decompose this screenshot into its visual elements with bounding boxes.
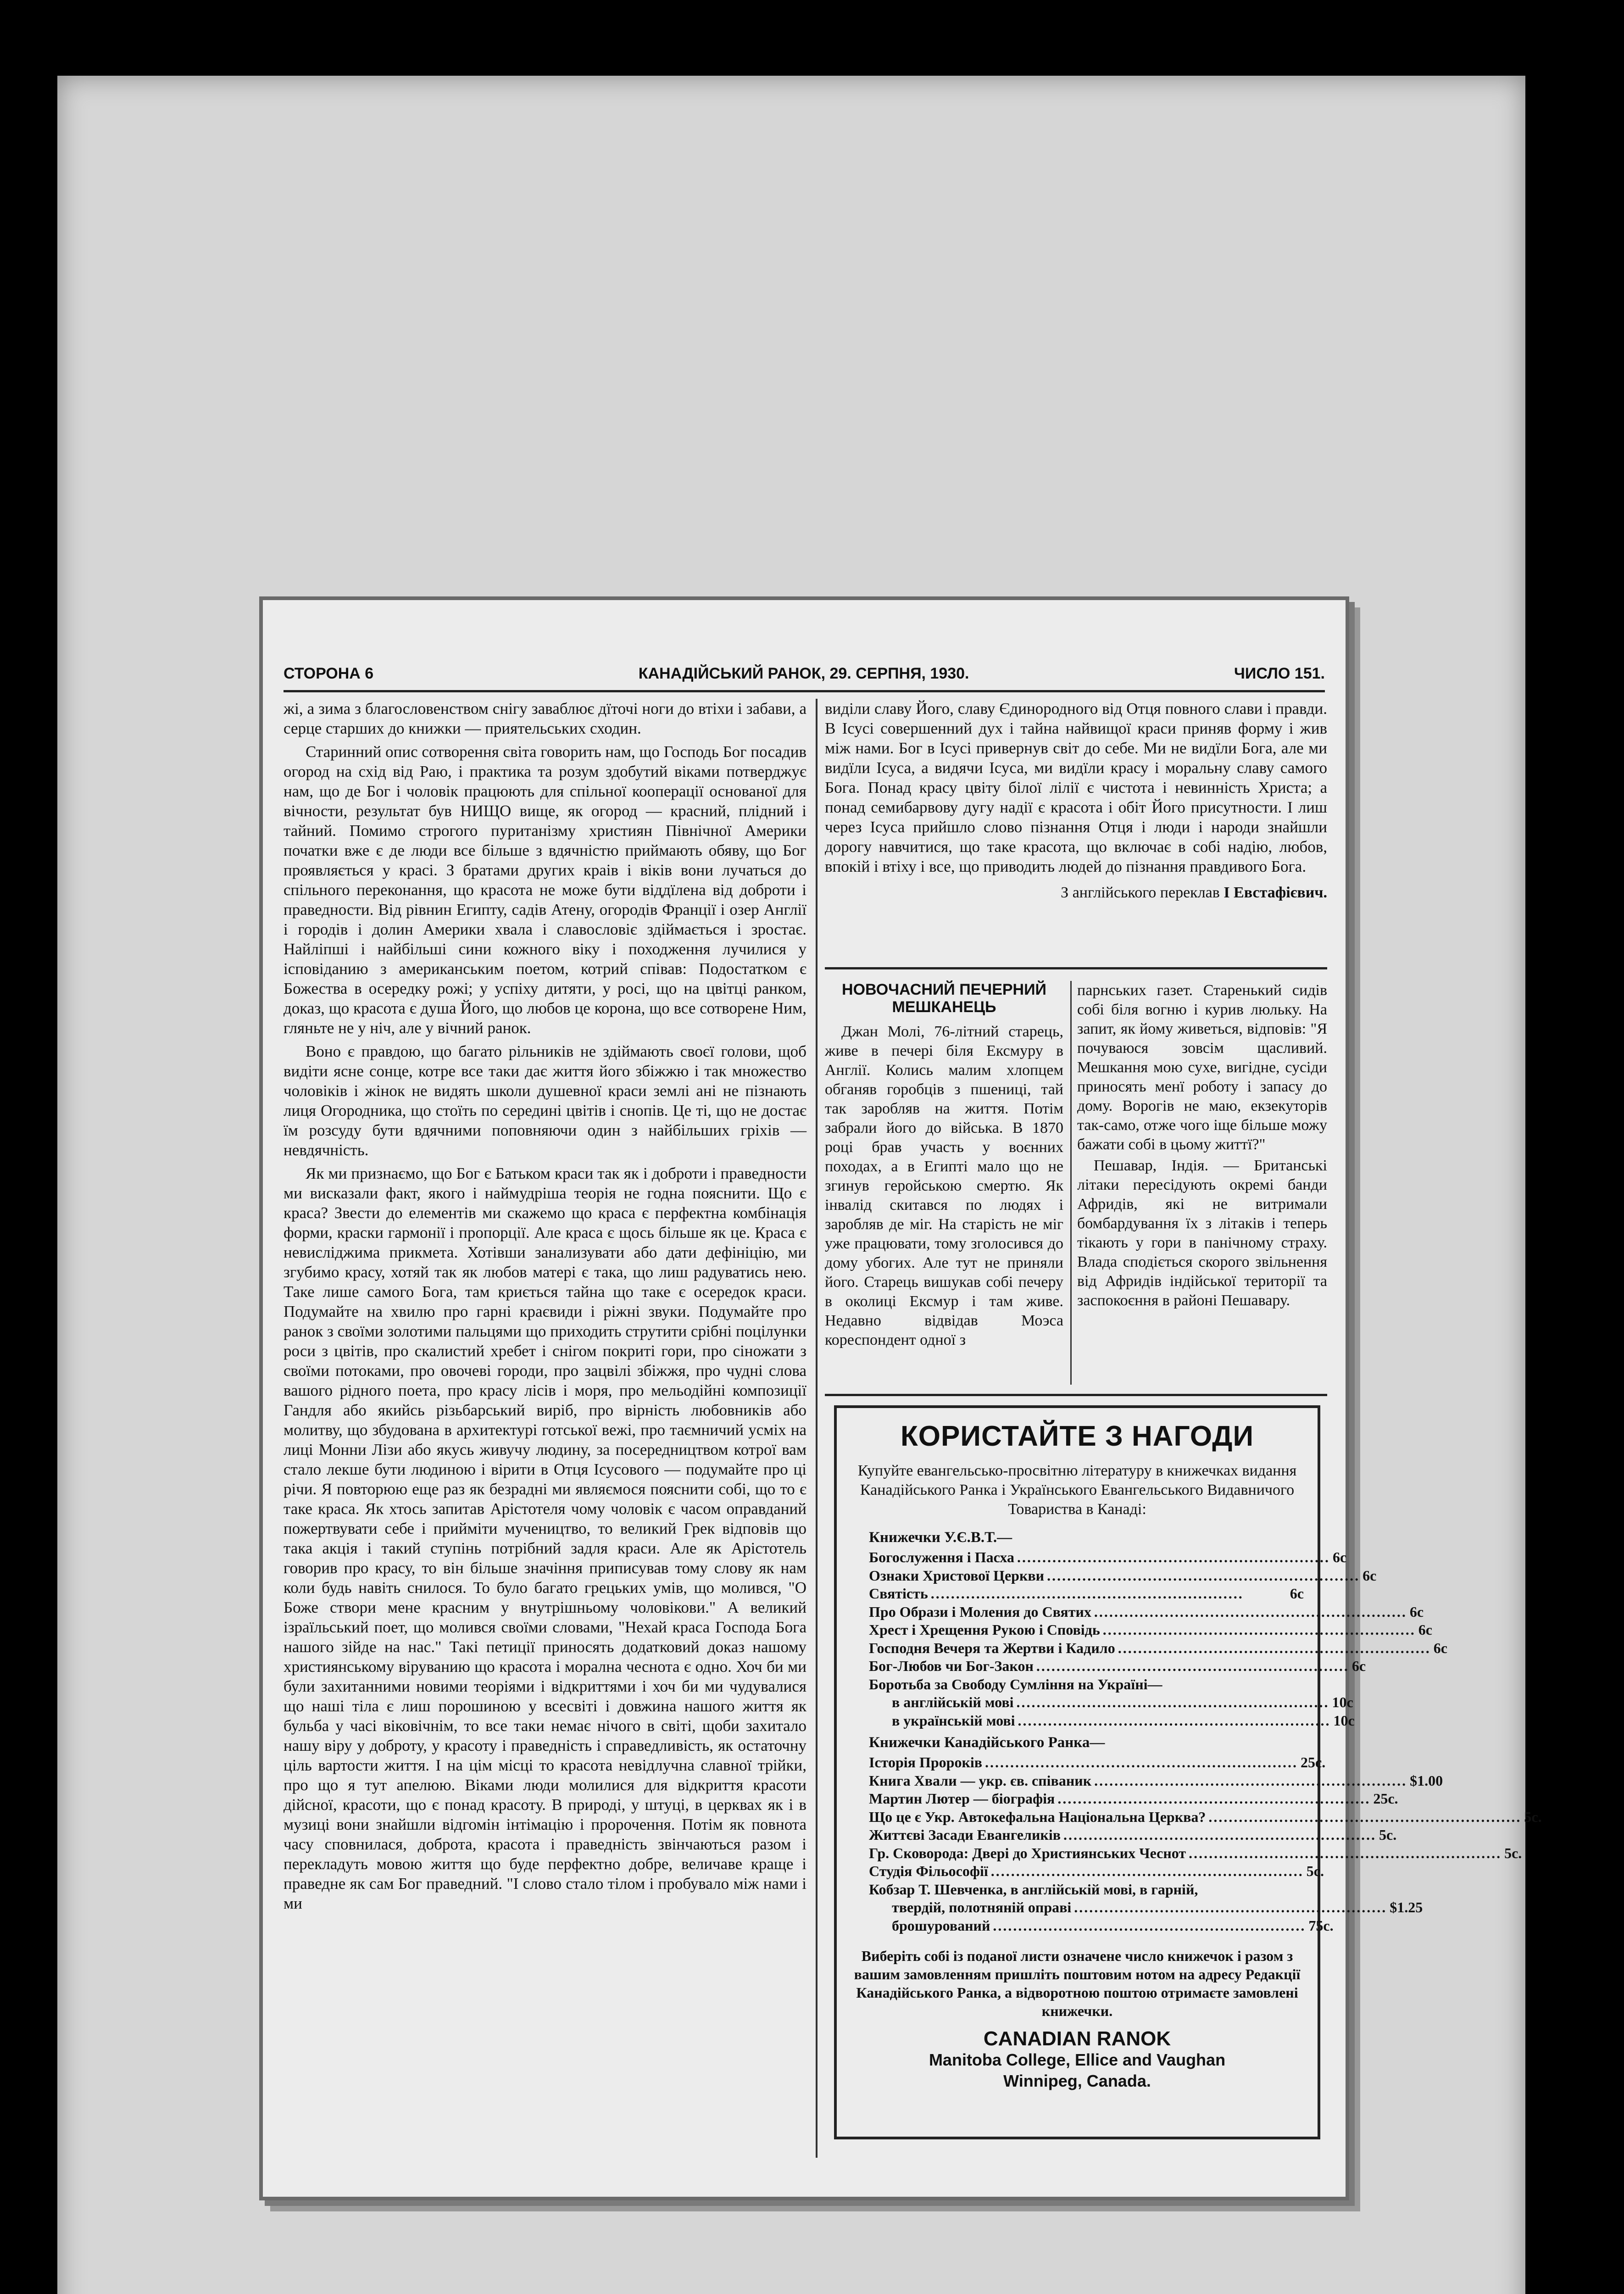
book-item: брошурований .............................................................. 75c. (892, 1917, 1334, 1934)
news-article-cave-dweller (825, 981, 1063, 1394)
publisher-name: CANADIAN RANOK (983, 2027, 1171, 2050)
page-number: СТОРОНА 6 (284, 664, 374, 682)
book-item: Студія Фільософії .............................................................. 5c. (869, 1863, 1324, 1879)
translator-credit (825, 883, 1327, 902)
book-item: Книга Хвали — укр. єв. співаник .............................................................. $1.00 (869, 1772, 1443, 1789)
ad-section-heading: Книжечки У.Є.В.Т.— (869, 1529, 1012, 1546)
book-item: Бог-Любов чи Бог-Закон .............................................................. 6c (869, 1658, 1366, 1674)
book-item: Господня Вечеря та Жертви і Кадило .............................................................. 6c (869, 1639, 1447, 1656)
news-text: парнських газет. Старенький сидів собі біля вогню і курив люльку. На запит, як йому живеться, відповів: "Я почуваюся зовсім щасливий. Мешкання мою сухе, вигідне, сусіди приносять менї роботу і запасу до дому. Ворогів не маю, екзекуторів так-само, отже чого іще більше можу бажати собі в цьому життї?" (1077, 982, 1327, 1153)
article-paragraph: Як ми признаємо, що Бог є Батьком краси так як і доброти і праведности ми висказали факт, якого і наймудріша теорія не годна пояснити. Що є краса? Звести до елементів ми скажемо що краса є перфектна комбінація форми, краски гармонії і пропорції. Але краса є щось більше як це. Краса є невисліджима прикмета. Хотівши занализувати або дати дефініцію, ми згубимо красу, хотяй так як любов матері є така, що лиш радуватись нею. Таке лише самого Бога, там криється тайна що таке є осередок краси. Подумайте на хвилю про гарні краєвиди і ріжні звуки. Подумайте про ранок з своїми золотими пальцями що приходить струтити срібні поцілунки роси з цвітів, про скалистий хребет і снігом покриті гори, про сіножати з своїми потоками, про овочеві городи, про зацвілі збіжжя, про чудні слова вашого рідного поета, про красу лісів і моря, про мельодійні композиції Гандля або якийсь різьбарський виріб, про вірність любовників або молитву, що збудована в архитектурі готської вежі, про таємничий усміх на лиці Монни Лізи або якусь живучу людину, за посередництвом котрої вам стало лекше бути людиною і вірити в Отця Ісусового — подумайте про ці річи. Я повторюю еще раз як безрадні ми являємося пояснити собі, що то є таке краса. Як хтось запитав Арістотеля чому чоловік є часом оправданий пожертвувати себе і прийміти мучеництво, то великий Грек відповів що така акція і такий ступінь потрібний задля краси. Але як Арістотель говорив про красу, то він більше значіння приписував тому слову як нам коли будь навіть снилося. То було багато грецьких умів, що молився, "О Боже створи мене красним у внутрішньому чоловікови." А великий ізраїльський поет, що молився своїми словами, "Нехай краса Господа Бога нашого зійде на нас." Такі петиції приносять додатковий доказ нашому християнському віруванию що красота і морална чеснота є одно. Хоч би ми були захитанними новими теоріями і відкриттями і хоч би ми чудувалися що наші тіла є лиш порошиною у всесвіті і довжина нашого життя як бульба у часі віковічнім, то все таки немає нічого в світі, щоби захитало нашу віру у доброту, у красоту і праведність і справедливість, як остаточну ціль вартости життя. І на цім місці то красота невідлучна славної трійки, про що я тут апелюю. Віками люди молилися для відкриття красоти дійсної, красоти, що є понад красоту. В природі, у штуці, в церквах як і в музиці вони знайшли відгомін інтімацію і пророчення. Потім як повнота часу сповнилася, доброта, красота і праведність звінчаються разом і перекладуть мовою життя що буде перфектно добре, величаве краще і праведне як сам Бог праведний. "І слово стало тілом і пробувало між нами і ми (284, 1164, 806, 1912)
book-item: Життєві Засади Евангеликів .............................................................. 5c. (869, 1826, 1397, 1843)
article-paragraph: Старинний опис сотворення світа говорить нам, що Господь Бог посадив огород на схід від Раю, і практика та розум здобутий віками потверджує нам, що де Бог і чоловік працюють для спільної кооперації основаної для вічности, результат був НИЩО вище, як огород — красний, плідний і тайний. Помимо строгого пуританізму християн Північної Америки початки вже є де люди все більше з вдячністю приймають обяву, що Бог проявляється у красі. З братами других краів і віків вони лучаться до спільного переконання, що красота не може бути віддїлена від доброти і праведности. Від рівнин Египту, садів Атену, огородів Франції і озер Англії і городів і долин Америки хвала і славословіє здіймається і зростає. Найліпші і найбільші сини кожного віку і походження лучилися у ісповіданию з американським поетом, котрий співав: Подостатком є Божества в осередку рожі; у успіху дитяти, у росі, що на цвітці ранком, доказ, що красота є душа Його, що любов це корона, що все сотворене Ним, гляньте не у ніч, але у вічний ранок. (284, 743, 806, 1037)
article-paragraph: Воно є правдою, що багато рільників не здіймають своєї голови, щоб видіти ясне сонце, котре все таки дає життя його збіжжю і так множество чоловіків і жінок не видять школи душевної краси землі ані не пізнають лиця Огородника, що стоїть по середині цвітів і снопів. Це ті, що не достає їм розсуду бути вдячними поповняючи один з найбільших гріхів — невдячність. (284, 1042, 806, 1159)
book-item: Історія Пророків .............................................................. 25c. (869, 1754, 1326, 1771)
translator-name: І Евстафієвич. (1224, 884, 1327, 901)
section-divider (825, 967, 1327, 969)
ad-address (851, 2028, 1304, 2092)
ad-title: КОРИСТАЙТЕ З НАГОДИ (900, 1420, 1254, 1452)
book-item: Що це є Укр. Автокефальна Національна Церква? .............................................................. 5c. (869, 1808, 1542, 1825)
article-paragraph: виділи славу Його, славу Єдинородного від Отця повного слави і правди. В Ісусі совершенний дух і тайна найвищої краси приняв форму і жив між нами. Бог в Ісусі привернув світ до себе. Ми не видїли Бога, але ми видїли Ісуса, а видячи Ісуса, ми видїли красу і моральну славу самого Бога. Понад красу цвіту білої лілії є чистота і невинність Христа; а понад семибарвову дугу надії є красота і обіт Його присутности. І лиш через Ісуса прийшло слово пізнання Отця і люди і народи знайшли дорогу навчитися, що таке красота, що включає в собі надію, любов, впокій і втіху і все, що приводить людей до пізнання правдивого Бога. (825, 700, 1327, 875)
column-divider (1070, 981, 1072, 1385)
issue-number: ЧИСЛО 151. (1234, 664, 1325, 682)
article-paragraph: жі, а зима з благословенством снігу заваблює дїточі ноги до втіхи і забави, а серце старших до книжки — приятельських сходин. (284, 700, 806, 737)
book-item: Хрест і Хрещення Рукою і Сповідь .............................................................. 6c (869, 1621, 1432, 1638)
column-divider (816, 699, 818, 2158)
book-item-heading: Кобзар Т. Шевченка, в англійській мові, в гарній, (869, 1881, 1198, 1898)
book-list-ranok (851, 1754, 1542, 1935)
article-left-column (284, 699, 806, 2158)
newspaper-page (259, 596, 1542, 2200)
book-advertisement (834, 1405, 1542, 2139)
book-item: Про Образи і Моления до Святих .............................................................. 6c (869, 1603, 1424, 1620)
book-item: Святість .............................................................. 6c (869, 1585, 1304, 1602)
newspaper-title: КАНАДІЙСЬКИЙ РАНОК, 29. СЕРПНЯ, 1930. (638, 664, 969, 682)
ad-intro: Купуйте евангельсько-просвітню літературу в книжечках видання Канадійського Ранка і Українського Евангельського Видавничого Товариства в Канаді: (857, 1462, 1297, 1518)
book-item: Мартин Лютер — біографія .............................................................. 25c. (869, 1790, 1398, 1807)
news-text: Джан Молі, 76-літний старець, живе в печері біля Ексмуру в Англії. Колись малим хлопцем обганяв горобців з пшениці, тай так заробляв на життя. Потім забрали його до війська. В 1870 році брав участь у воєнних походах, а в Египті мало що не згинув геройською смертю. Як інвалід скитався по людях і заробляв де міг. На старість не міг уже працювати, тому зголосився до дому убогих. Але тут не приняли його. Старець вишукав собі печеру в околиці Ексмур і там живе. Недавно відвідав Моэса кореспондент одної з (825, 1023, 1063, 1348)
book-item: Гр. Сковорода: Двері до Християнських Чеснот .............................................................. 5c. (869, 1844, 1522, 1861)
book-list-uevt (851, 1548, 1447, 1730)
book-item: Ознаки Христової Церкви .............................................................. 6c (869, 1567, 1377, 1584)
news-article-peshawar (1077, 981, 1327, 1394)
news-text: Пешавар, Індія. — Британські літаки пересідують окремі банди Афридів, які не витримали бомбардування їх з літаків і теперь тікають у гори в панічному страху. Влада сподіється скорого звільнення від Афридів індійської території та заспокоєння в районі Пешавару. (1077, 1157, 1327, 1309)
book-item: в англійській мові .............................................................. 10c (892, 1694, 1353, 1710)
book-item: твердій, полотняній оправі .............................................................. $1.25 (892, 1899, 1423, 1915)
address-line: Winnipeg, Canada. (1003, 2071, 1151, 2090)
address-line: Manitoba College, Ellice and Vaughan (929, 2050, 1226, 2069)
news-headline: НОВОЧАСНИЙ ПЕЧЕРНИЙ МЕШКАНЕЦЬ (842, 981, 1046, 1016)
credit-prefix: З англійського переклав (1061, 884, 1220, 901)
ad-order-note: Виберіть собі із поданої листи означене число книжечок і разом з вашим замовленням пришліть поштовим нотом на адресу Редакції Канадійського Ранка, а відворотною поштою отримаєте замовлені книжечки. (854, 1948, 1301, 2019)
book-item-heading: Боротьба за Свободу Сумління на Україні— (869, 1676, 1162, 1693)
article-continuation (825, 699, 1327, 956)
section-divider (825, 1394, 1327, 1396)
masthead (284, 660, 1325, 692)
book-item: в українській мові .............................................................. 10c (892, 1712, 1355, 1729)
ad-section-heading: Книжечки Канадійського Ранка— (869, 1734, 1105, 1751)
book-item: Богослуження і Пасха .............................................................. 6c (869, 1549, 1347, 1565)
